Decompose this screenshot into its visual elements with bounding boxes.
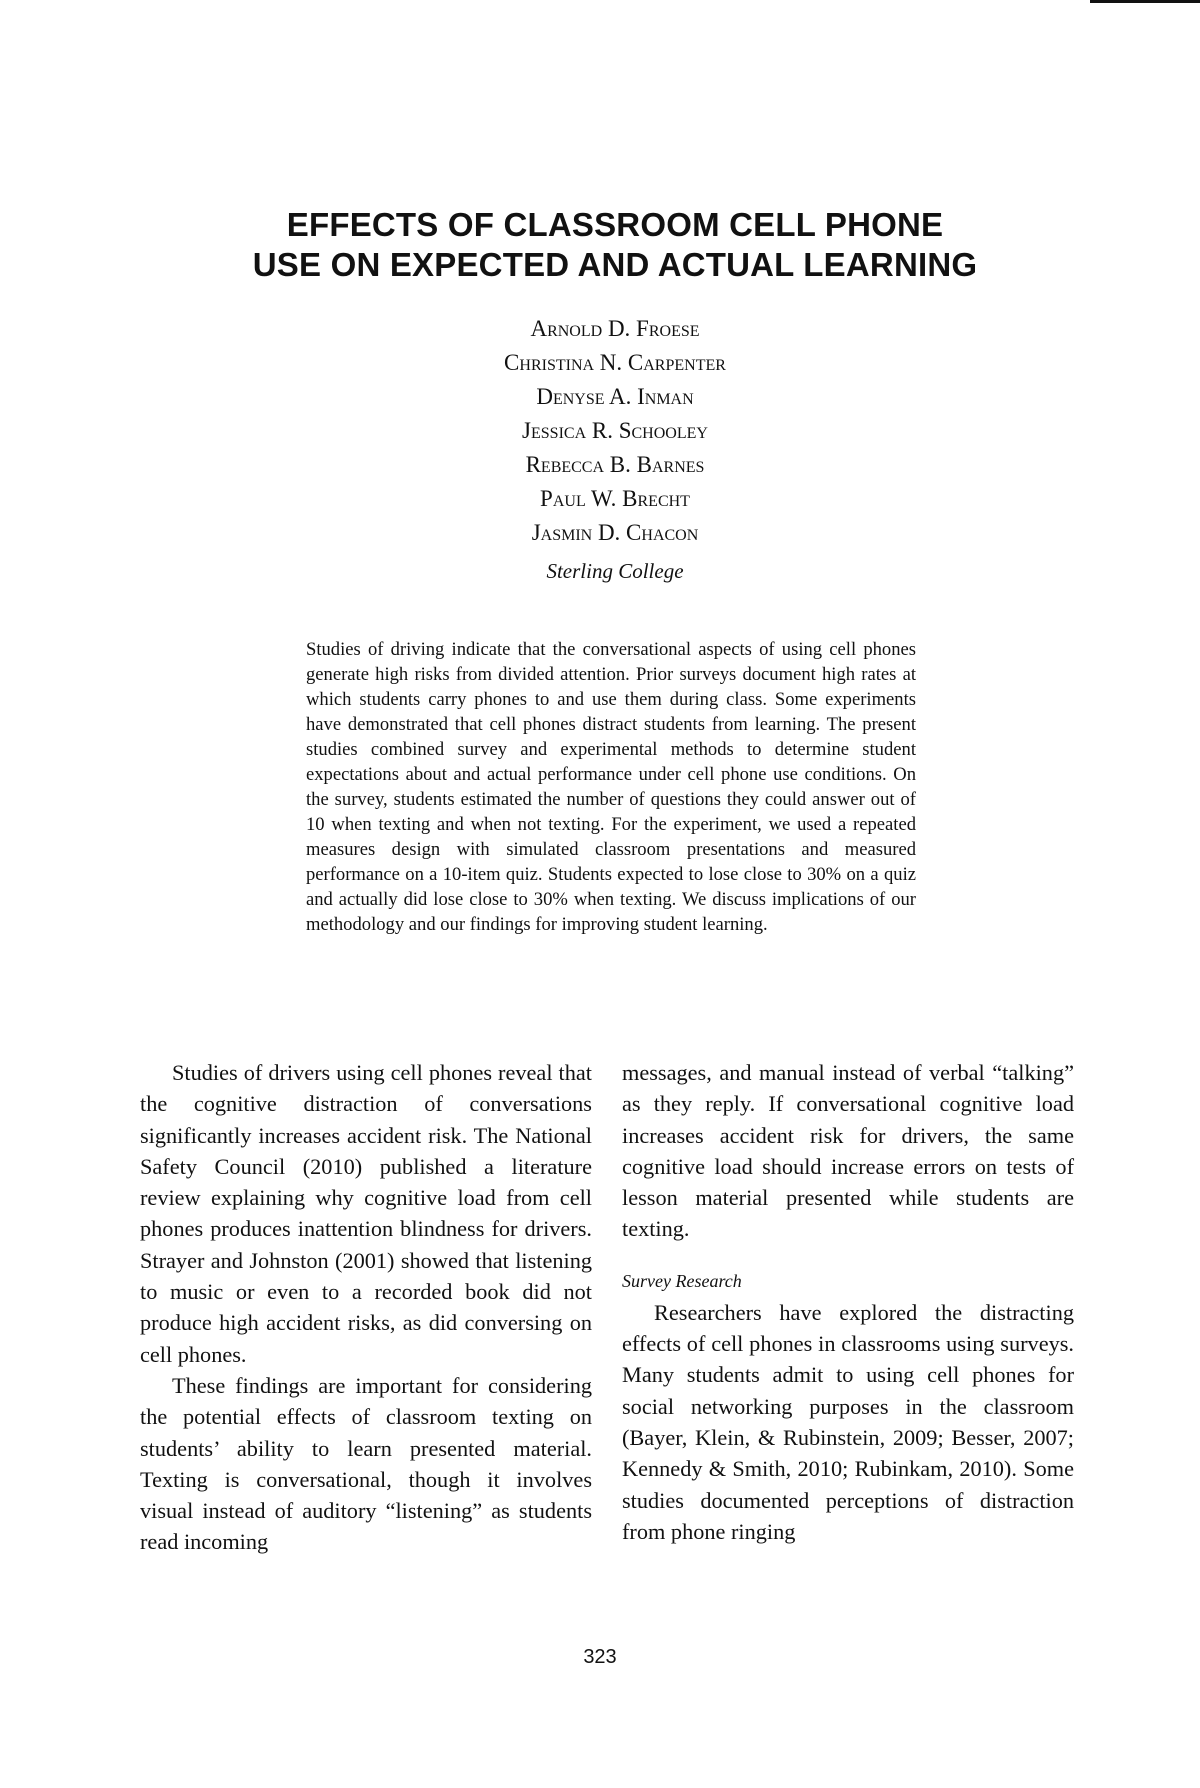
author-name: Jessica R. Schooley (522, 418, 708, 443)
author-name: Arnold D. Froese (530, 316, 700, 341)
body-column-left (140, 1057, 592, 1558)
body-paragraph: Researchers have explored the distracting effects of cell phones in classrooms using surveys. Many students admit to using cell phones for social networking purposes in the classroom (Bayer, Klein, & Rubinstein, 2009; Besser, 2007; Kennedy & Smith, 2010; Rubinkam, 2010). Some studies documented perceptions of distraction from phone ringing (622, 1299, 1074, 1544)
article-title-line-1: EFFECTS OF CLASSROOM CELL PHONE (286, 206, 944, 243)
top-edge-rule (1090, 0, 1200, 3)
body-column-right (622, 1057, 1074, 1547)
author-name: Rebecca B. Barnes (525, 452, 705, 477)
section-heading: Survey Research (622, 1270, 742, 1291)
body-paragraph: messages, and manual instead of verbal “talking” as they reply. If conversational cognitive load increases accident risk for drivers, the same cognitive load should increase errors on tests of lesson material presented while students are texting. (622, 1060, 1074, 1242)
author-name: Jasmin D. Chacon (531, 520, 699, 545)
page-number: 323 (583, 1646, 617, 1668)
author-name: Christina N. Carpenter (504, 350, 726, 375)
article-title (150, 205, 1080, 285)
article-title-line-2: USE ON EXPECTED AND ACTUAL LEARNING (252, 246, 978, 283)
body-paragraph: Studies of drivers using cell phones reveal that the cognitive distraction of conversations significantly increases accident risk. The National Safety Council (2010) published a literature review explaining why cognitive load from cell phones produces inattention blindness for drivers. Strayer and Johnston (2001) showed that listening to music or even to a recorded book did not produce high accident risks, as did conversing on cell phones. (140, 1060, 592, 1367)
author-list (350, 312, 880, 550)
affiliation: Sterling College (546, 559, 684, 583)
author-name: Denyse A. Inman (536, 384, 694, 409)
body-paragraph: These findings are important for considering the potential effects of classroom texting on students’ ability to learn presented material. Texting is conversational, though it involves visual instead of auditory “listening” as students read incoming (140, 1372, 592, 1555)
author-name: Paul W. Brecht (540, 486, 690, 511)
abstract: Studies of driving indicate that the conversational aspects of using cell phones generate high risks from divided attention. Prior surveys document high rates at which students carry phones to and use them during class. Some experiments have demonstrated that cell phones distract students from learning. The present studies combined survey and experimental methods to determine student expectations about and actual performance under cell phone use conditions. On the survey, students estimated the number of questions they could answer out of 10 when texting and when not texting. For the experiment, we used a repeated measures design with simulated classroom presentations and measured performance on a 10-item quiz. Students expected to lose close to 30% on a quiz and actually did lose close to 30% when texting. We discuss implications of our methodology and our findings for improving student learning. (306, 638, 916, 935)
